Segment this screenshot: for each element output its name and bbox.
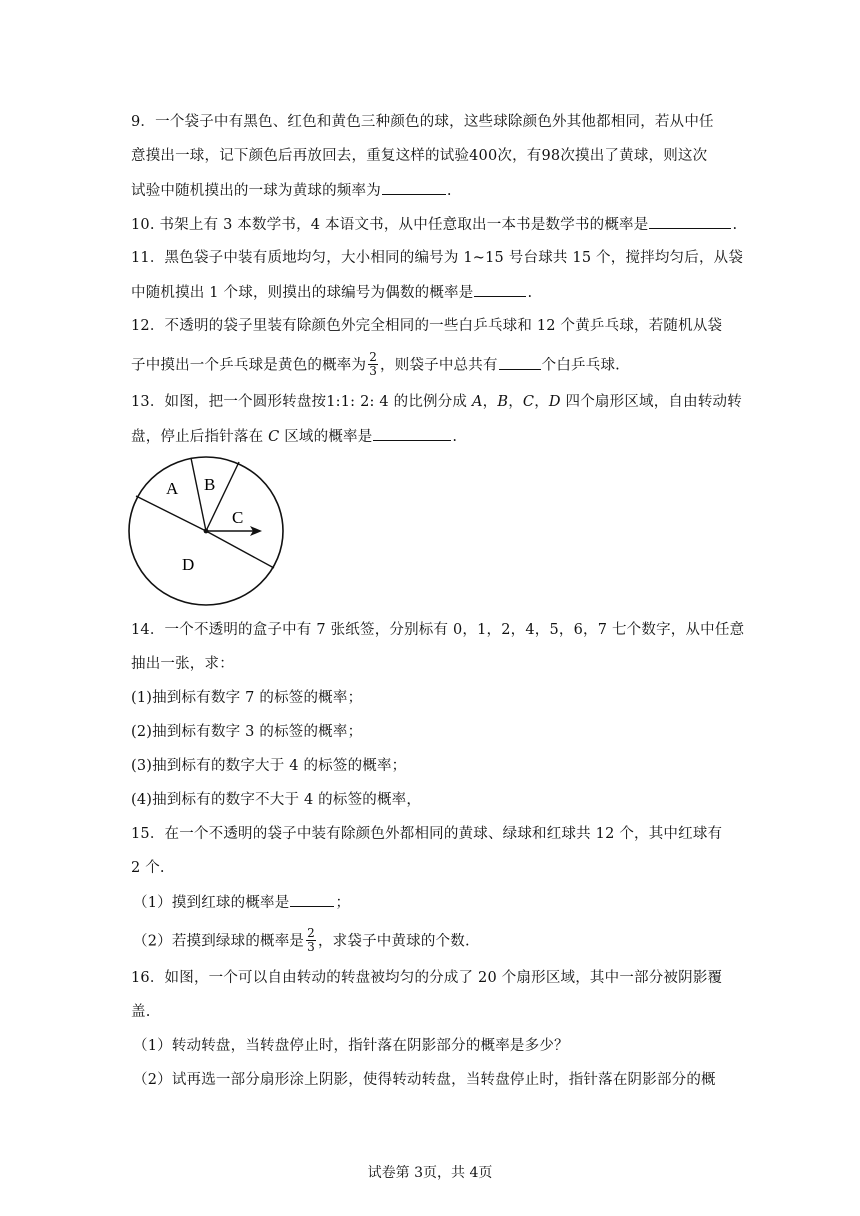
q10-line bbox=[131, 214, 737, 235]
q14-line2: 抽出一张，求： bbox=[131, 656, 234, 672]
divider-line bbox=[136, 496, 206, 531]
q14-part3: (3)抽到标有的数字大于 4 的标签的概率； bbox=[131, 758, 407, 774]
q13-line1: 13．如图，把一个圆形转盘按1:1: 2: 4 的比例分成 A，B，C，D 四个扇形区域，自由转动转 bbox=[131, 394, 742, 410]
q15-part1 bbox=[133, 892, 350, 913]
answer-blank bbox=[499, 355, 541, 370]
q14-part2: (2)抽到标有数字 3 的标签的概率； bbox=[131, 724, 363, 740]
q16-line2: 盖. bbox=[131, 1004, 151, 1020]
q13-line2-text-a: 盘，停止后指针落在 bbox=[131, 429, 269, 445]
q13-line2-text-b: 区域的概率是 bbox=[279, 429, 373, 445]
answer-blank bbox=[649, 214, 731, 229]
var-b: B bbox=[497, 394, 509, 410]
q10-text: 10. 书架上有 3 本数学书，4 本语文书，从中任意取出一本书是数学书的概率是 bbox=[131, 217, 649, 233]
q12-line1: 12．不透明的袋子里装有除颜色外完全相同的一些白乒乓球和 12 个黄乒乓球，若随机从袋 bbox=[131, 318, 723, 334]
sector-label-d: D bbox=[182, 555, 195, 574]
q15-line2: 2 个. bbox=[131, 860, 165, 876]
q12-fraction bbox=[368, 351, 378, 378]
q16-part1: （1）转动转盘，当转盘停止时，指针落在阴影部分的概率是多少？ bbox=[133, 1038, 569, 1054]
q13-line1-text-a: 13．如图，把一个圆形转盘按1:1: 2: 4 的比例分成 bbox=[131, 394, 472, 410]
q9-line1: 9．一个袋子中有黑色、红色和黄色三种颜色的球，这些球除颜色外其他都相同，若从中任 bbox=[131, 114, 714, 130]
q9-line3-end: . bbox=[446, 183, 452, 199]
answer-blank bbox=[290, 892, 334, 907]
sector-label-a: A bbox=[166, 479, 179, 498]
q10-end: . bbox=[732, 217, 738, 233]
q11-line2 bbox=[131, 282, 532, 303]
sector-label-b: B bbox=[204, 475, 216, 494]
q15-part1-text: （1）摸到红球的概率是 bbox=[133, 895, 290, 911]
answer-blank bbox=[382, 180, 446, 195]
divider-line bbox=[206, 531, 274, 568]
q9-line3 bbox=[131, 180, 452, 201]
fraction-numerator: 2 bbox=[369, 350, 378, 364]
var-d: D bbox=[548, 394, 561, 410]
q12-line2-text-b: ，则袋子中总共有 bbox=[380, 357, 498, 374]
q15-part2-text-a: （2）若摸到绿球的概率是 bbox=[133, 933, 305, 950]
q15-part2 bbox=[133, 928, 470, 955]
fraction-numerator: 2 bbox=[307, 926, 315, 940]
q15-part1-end: ； bbox=[335, 895, 351, 911]
var-a: A bbox=[471, 394, 483, 410]
var-c: C bbox=[522, 394, 535, 410]
spinner-figure bbox=[126, 455, 292, 607]
q11-line2-text: 中随机摸出 1 个球，则摸出的球编号为偶数的概率是 bbox=[131, 285, 474, 301]
q12-line2 bbox=[131, 352, 620, 379]
q13-line1-text-b: 四个扇形区域，自由转动转 bbox=[565, 394, 742, 410]
q9-line3-text: 试验中随机摸出的一球为黄球的频率为 bbox=[131, 183, 381, 199]
answer-blank bbox=[474, 282, 526, 297]
center-dot bbox=[204, 529, 209, 534]
q16-line1: 16．如图，一个可以自由转动的转盘被均匀的分成了 20 个扇形区域，其中一部分被阴影覆 bbox=[131, 970, 723, 986]
divider-line bbox=[191, 458, 206, 531]
q9-line2: 意摸出一球，记下颜色后再放回去，重复这样的试验400次，有98次摸出了黄球，则这次 bbox=[131, 148, 708, 164]
var-c: C bbox=[268, 429, 280, 445]
q14-part1: (1)抽到标有数字 7 的标签的概率； bbox=[131, 690, 363, 706]
q11-line1: 11．黑色袋子中装有质地均匀，大小相同的编号为 1~15 号台球共 15 个，搅拌均匀后，从袋 bbox=[131, 250, 744, 266]
q15-line1: 15．在一个不透明的袋子中装有除颜色外都相同的黄球、绿球和红球共 12 个，其中红球有 bbox=[131, 826, 723, 842]
q13-line2 bbox=[131, 426, 457, 447]
fraction-denominator: 3 bbox=[307, 940, 315, 954]
sector-label-c: C bbox=[232, 508, 244, 527]
q13-line2-end: . bbox=[452, 429, 458, 445]
q11-line2-end: . bbox=[527, 285, 533, 301]
answer-blank bbox=[373, 426, 451, 441]
q14-line1: 14．一个不透明的盒子中有 7 张纸签，分别标有 0，1，2，4，5，6，7 七个数字，从中任意 bbox=[131, 622, 745, 638]
page-footer: 试卷第 3页，共 4页 bbox=[367, 1165, 493, 1181]
q15-fraction bbox=[306, 927, 316, 954]
q12-line2-text-c: 个白乒乓球. bbox=[541, 357, 620, 374]
q16-part2: （2）试再选一部分扇形涂上阴影，使得转动转盘，当转盘停止时，指针落在阴影部分的概 bbox=[133, 1072, 716, 1088]
fraction-denominator: 3 bbox=[369, 364, 378, 378]
q15-part2-text-b: ，求袋子中黄球的个数. bbox=[317, 933, 470, 950]
q14-part4: (4)抽到标有的数字不大于 4 的标签的概率， bbox=[131, 792, 422, 808]
q12-line2-text-a: 子中摸出一个乒乓球是黄色的概率为 bbox=[131, 357, 367, 374]
